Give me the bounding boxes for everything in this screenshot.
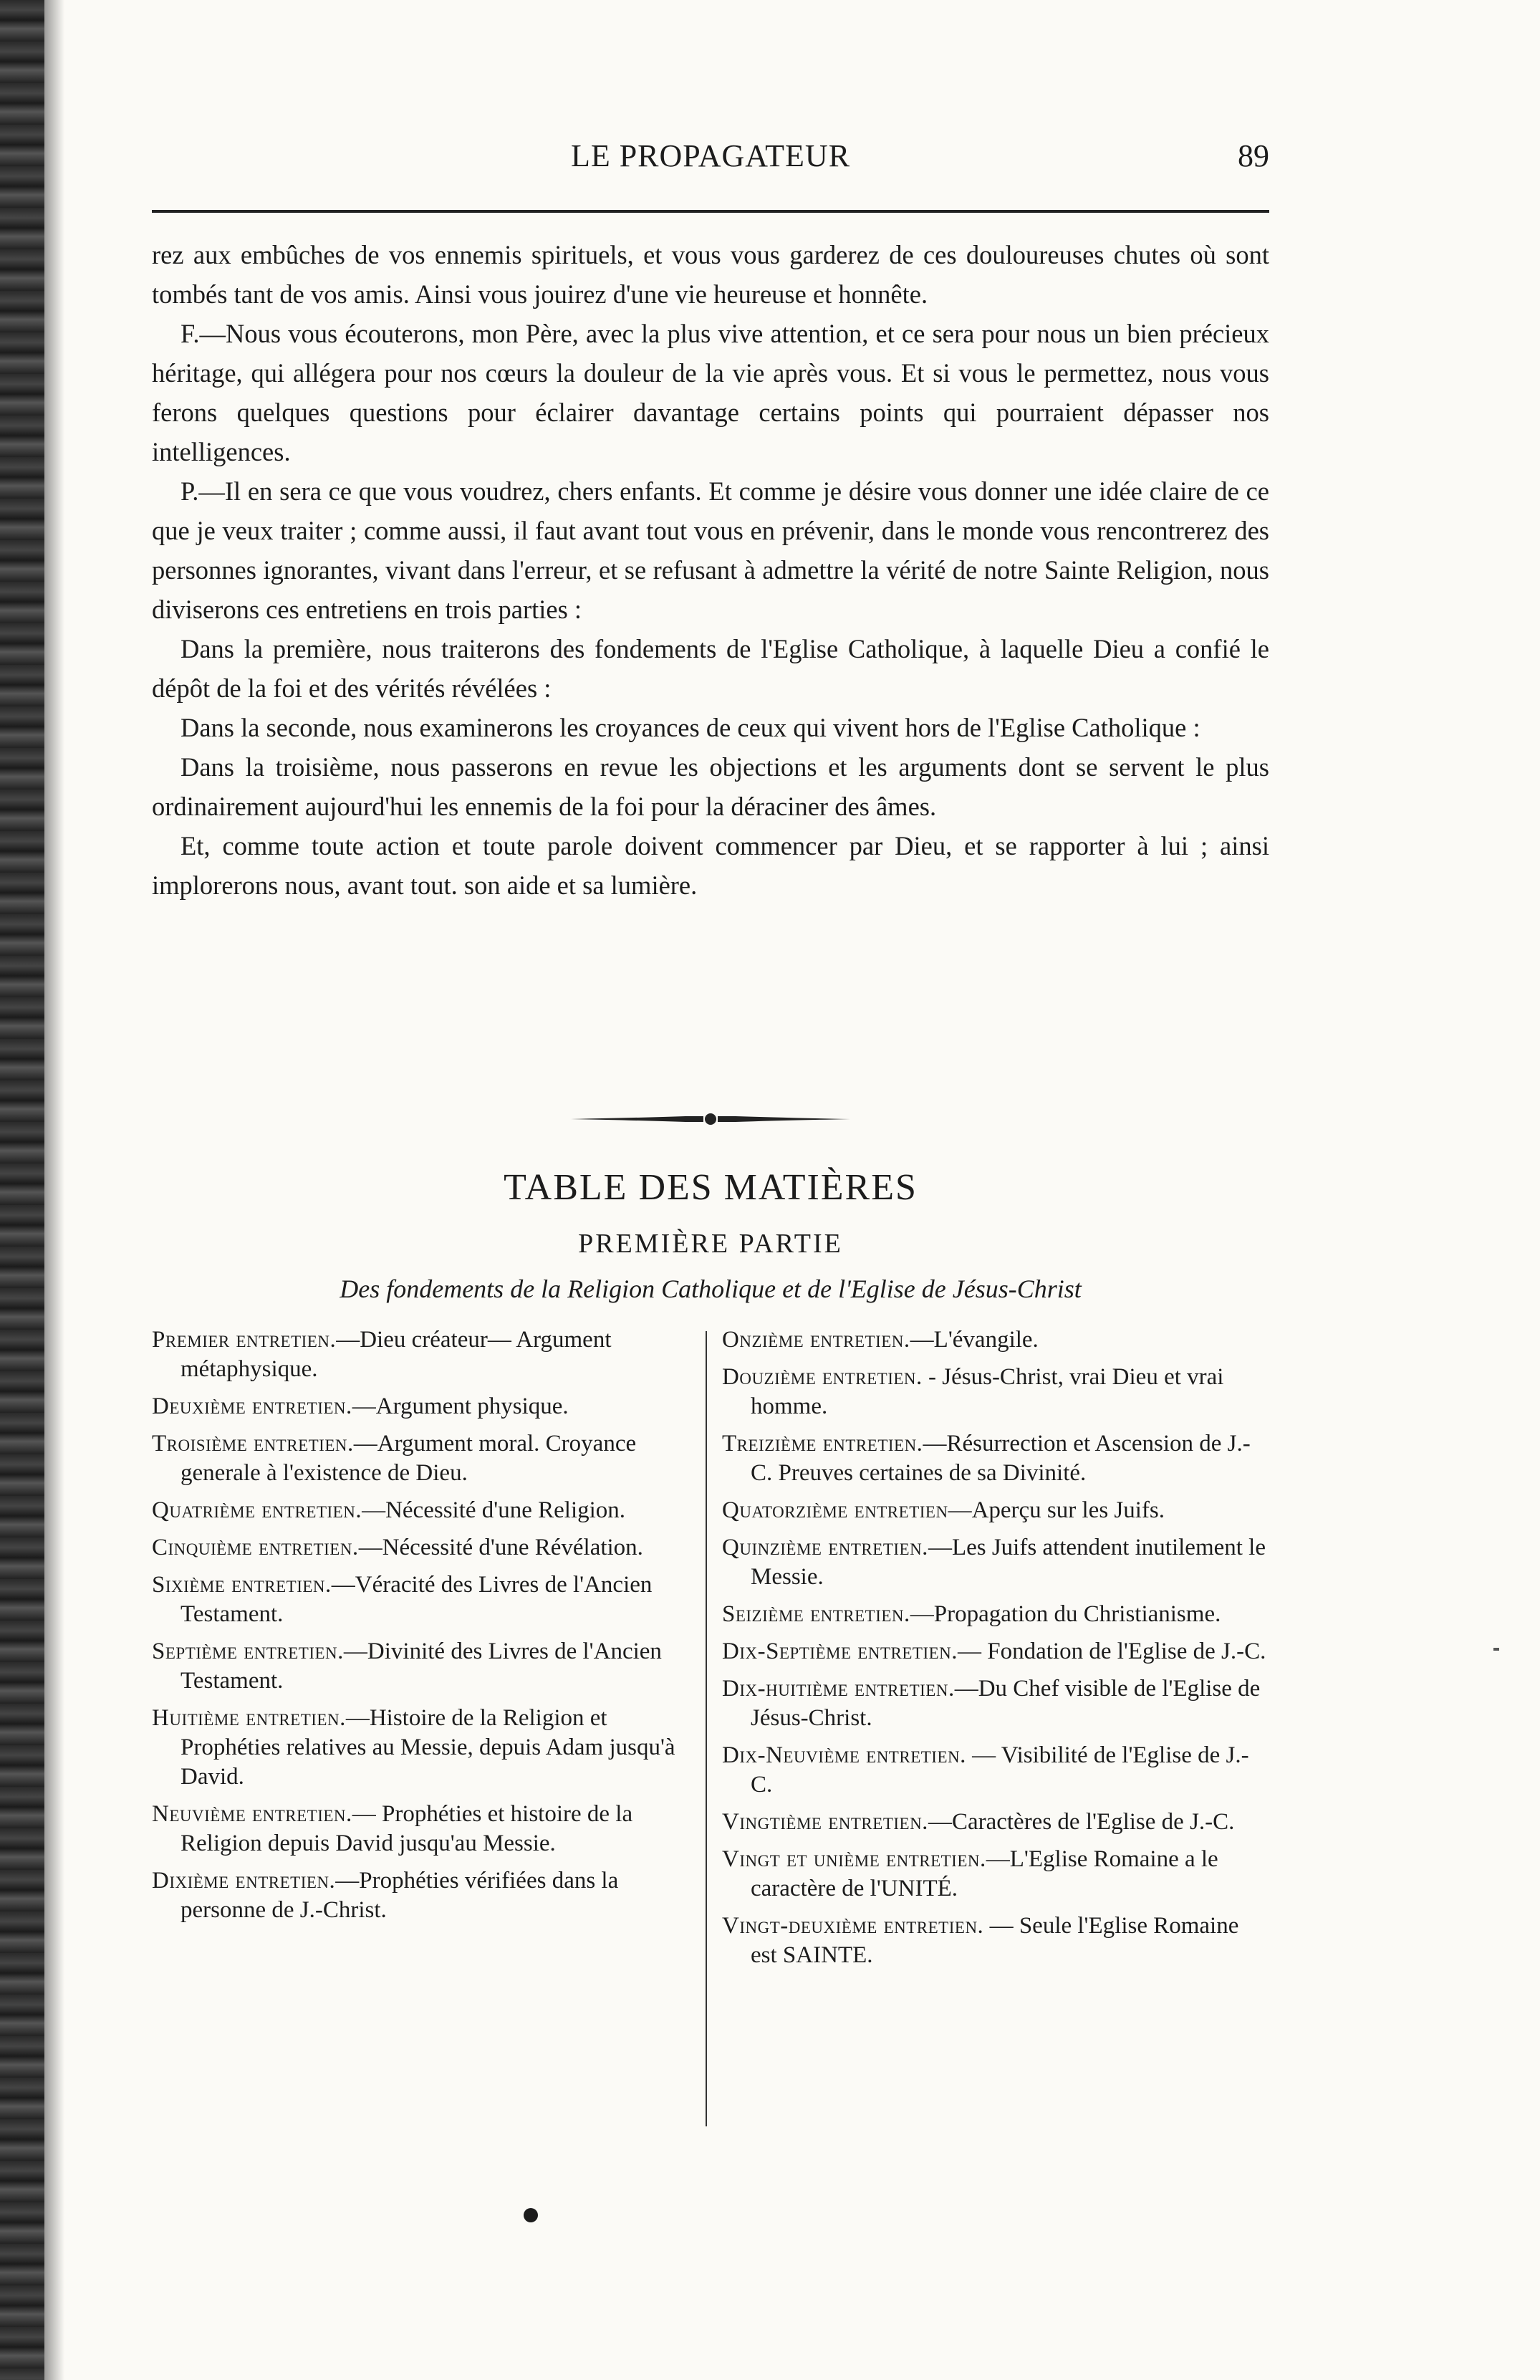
entry-text: — Prophéties et histoire de la Religion depuis David jusqu'au Messie. <box>181 1801 633 1856</box>
entry-label: Quatrième entretien. <box>152 1497 362 1523</box>
entry-label: Treizième entretien. <box>722 1431 923 1457</box>
toc-entry <box>152 1570 682 1629</box>
entry-label: Vingt-deuxième entretien. <box>722 1913 984 1939</box>
paragraph: Et, comme toute action et toute parole doivent commencer par Dieu, et se rapporter à lui ; ainsi implorerons nous, avant tout. son aide et sa lumière. <box>152 831 1269 900</box>
entry-text: —Prophéties vérifiées dans la personne de J.-Christ. <box>181 1868 619 1923</box>
toc-entry <box>152 1429 682 1488</box>
entry-text: —Argument physique. <box>352 1393 569 1419</box>
paragraph: F.—Nous vous écouterons, mon Père, avec la plus vive attention, et ce sera pour nous un bien précieux héritage, qui allégera pour nos cœurs la douleur de la vie après vous. Et si vous le permettez, nous vous ferons quelques questions pour éclairer davantage certains points qui pourraient dépasser nos intelligences. <box>152 319 1269 466</box>
header-rule <box>152 210 1269 213</box>
ornamental-separator <box>571 1112 850 1126</box>
paragraph: rez aux embûches de vos ennemis spirituels, et vous vous garderez de ces douloureuses chutes où sont tombés tant de vos amis. Ainsi vous jouirez d'une vie heureuse et honnête. <box>152 240 1269 309</box>
toc-entry <box>722 1325 1269 1355</box>
entry-label: Neuvième entretien. <box>152 1801 352 1827</box>
toc-entry <box>722 1533 1269 1592</box>
entry-text: — Visibilité de l'Eglise de J.-C. <box>751 1742 1249 1798</box>
entry-label: Onzième entretien. <box>722 1327 910 1353</box>
toc-entry <box>722 1363 1269 1421</box>
entry-text: —L'évangile. <box>910 1327 1039 1353</box>
toc-title: TABLE DES MATIÈRES <box>504 1167 918 1208</box>
entry-text: —Nécessité d'une Révélation. <box>358 1535 643 1560</box>
entry-label: Huitième entretien. <box>152 1705 346 1731</box>
part-title: PREMIÈRE PARTIE <box>578 1229 843 1259</box>
paragraph: Dans la première, nous traiterons des fondements de l'Eglise Catholique, à laquelle Dieu a confié le dépôt de la foi et des vérités révélées : <box>152 634 1269 703</box>
paragraph: P.—Il en sera ce que vous voudrez, chers enfants. Et comme je désire vous donner une idée claire de ce que je veux traiter ; comme aussi, il faut avant tout vous en prévenir, dans le monde vous rencontrerez des personnes ignorantes, vivant dans l'erreur, et se refusant à admettre la vérité de notre Sainte Religion, nous diviserons ces entretiens en trois parties : <box>152 476 1269 624</box>
entry-text: —Argument moral. Croyance generale à l'existence de Dieu. <box>181 1431 637 1486</box>
entry-label: Seizième entretien. <box>722 1601 910 1627</box>
toc-entry <box>152 1325 682 1384</box>
entry-text: —Caractères de l'Eglise de J.-C. <box>928 1809 1235 1835</box>
entry-label: Sixième entretien. <box>152 1572 332 1598</box>
ornament-dot <box>524 2208 538 2222</box>
toc-entry <box>722 1845 1269 1904</box>
entry-text: —Nécessité d'une Religion. <box>362 1497 626 1523</box>
entry-text: —Propagation du Christianisme. <box>910 1601 1221 1627</box>
entry-label: Douzième entretien. <box>722 1364 923 1390</box>
entry-text: - Jésus-Christ, vrai Dieu et vrai homme. <box>751 1364 1224 1419</box>
toc-right-column <box>722 1325 1269 1978</box>
entry-text: —Aperçu sur les Juifs. <box>948 1497 1165 1523</box>
toc-entry <box>152 1800 682 1858</box>
entry-label: Quinzième entretien. <box>722 1535 928 1560</box>
entry-label: Cinquième entretien. <box>152 1535 359 1560</box>
entry-label: Dix-Septième entretien. <box>722 1638 958 1664</box>
toc-entry <box>722 1911 1269 1970</box>
toc-entry <box>722 1741 1269 1800</box>
paragraph: Dans la seconde, nous examinerons les croyances de ceux qui vivent hors de l'Eglise Catholique : <box>181 713 1200 742</box>
toc-entry <box>152 1533 682 1563</box>
entry-text: — Fondation de l'Eglise de J.-C. <box>958 1638 1266 1664</box>
entry-label: Deuxième entretien. <box>152 1393 352 1419</box>
part-subtitle: Des fondements de la Religion Catholique et de l'Eglise de Jésus-Christ <box>340 1275 1082 1303</box>
page-number: 89 <box>1238 138 1269 173</box>
entry-text: —Les Juifs attendent inutilement le Messie. <box>751 1535 1266 1590</box>
toc-entry <box>152 1704 682 1792</box>
entry-label: Dixième entretien. <box>152 1868 336 1894</box>
entry-label: Premier entretien. <box>152 1327 337 1353</box>
toc-entry <box>152 1637 682 1696</box>
page-header <box>152 138 1269 181</box>
entry-label: Septième entretien. <box>152 1638 344 1664</box>
entry-text: —L'Eglise Romaine a le caractère de l'UNITÉ. <box>751 1846 1218 1901</box>
entry-text: —Divinité des Livres de l'Ancien Testament. <box>181 1638 662 1694</box>
body-text <box>152 235 1269 905</box>
entry-label: Dix-huitième entretien. <box>722 1676 955 1702</box>
entry-text: —Résurrection et Ascension de J.-C. Preuves certaines de sa Divinité. <box>751 1431 1251 1486</box>
toc-entry <box>722 1496 1269 1525</box>
running-title: LE PROPAGATEUR <box>570 138 851 173</box>
toc-entry <box>722 1429 1269 1488</box>
toc-entry <box>152 1866 682 1925</box>
column-divider <box>706 1331 707 2126</box>
entry-text: —Du Chef visible de l'Eglise de Jésus-Christ. <box>751 1676 1261 1731</box>
toc-left-column <box>152 1325 682 1933</box>
entry-text: — Seule l'Eglise Romaine est SAINTE. <box>751 1913 1239 1968</box>
toc-entry <box>152 1392 682 1421</box>
toc-entry <box>722 1808 1269 1837</box>
print-speck <box>1493 1648 1499 1651</box>
entry-text: —Dieu créateur— Argument métaphysique. <box>181 1327 612 1382</box>
toc-entry <box>722 1600 1269 1629</box>
paragraph: Dans la troisième, nous passerons en revue les objections et les arguments dont se servent le plus ordinairement aujourd'hui les ennemis de la foi pour la déraciner des âmes. <box>152 752 1269 821</box>
entry-text: —Véracité des Livres de l'Ancien Testament. <box>181 1572 653 1627</box>
toc-entry <box>722 1637 1269 1666</box>
toc-entry <box>152 1496 682 1525</box>
book-binding-edge <box>0 0 44 2380</box>
toc-entry <box>722 1674 1269 1733</box>
entry-label: Vingtième entretien. <box>722 1809 928 1835</box>
entry-label: Dix-Neuvième entretien. <box>722 1742 966 1768</box>
entry-text: —Histoire de la Religion et Prophéties relatives au Messie, depuis Adam jusqu'à David. <box>181 1705 675 1790</box>
entry-label: Quatorzième entretien <box>722 1497 948 1523</box>
entry-label: Troisième entretien. <box>152 1431 354 1457</box>
entry-label: Vingt et unième entretien. <box>722 1846 986 1872</box>
